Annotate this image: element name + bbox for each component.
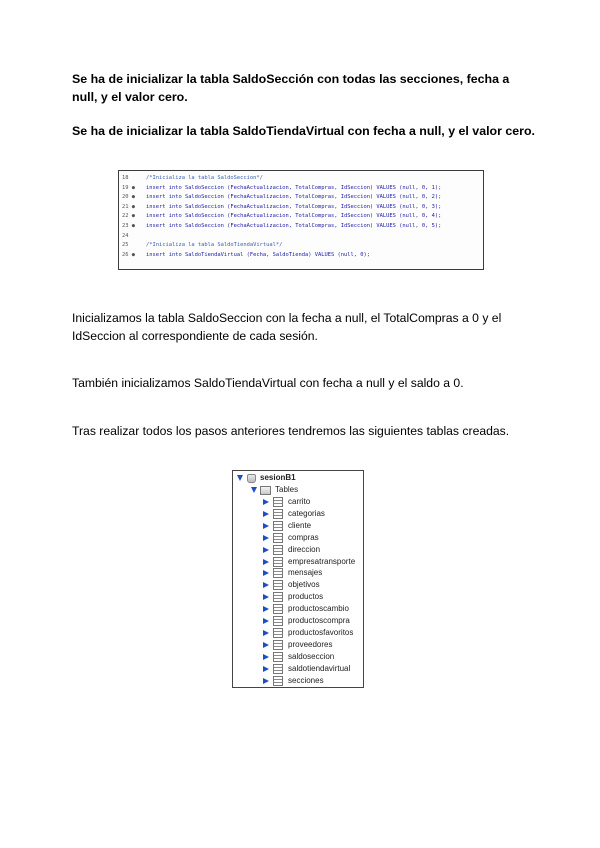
table-name: productos — [288, 592, 324, 602]
table-name: productoscompra — [288, 616, 350, 625]
table-name: cliente — [288, 520, 312, 530]
expand-arrow-icon[interactable] — [263, 642, 269, 648]
expand-arrow-icon[interactable] — [263, 559, 269, 565]
table-icon — [273, 568, 283, 578]
code-line-number: 23 ● — [122, 222, 135, 229]
code-line-number: 25 — [122, 242, 129, 249]
table-icon — [273, 628, 283, 638]
code-line-number: 21 ● — [122, 203, 135, 210]
table-icon — [273, 616, 283, 626]
code-line-number: 22 ● — [122, 213, 135, 220]
expand-arrow-icon[interactable] — [263, 511, 269, 517]
table-icon — [273, 509, 283, 519]
table-name: productosfavoritos — [288, 627, 354, 637]
table-icon — [273, 497, 283, 507]
tree-table-row[interactable] — [263, 544, 320, 556]
tree-table-row[interactable] — [263, 639, 332, 651]
code-line-text: /*Inicializa la tabla SaldoTiendaVirtual*/ — [146, 242, 283, 249]
table-icon — [273, 533, 283, 543]
table-name: productoscambio — [288, 604, 349, 614]
tree-tables-folder-row[interactable] — [251, 484, 298, 496]
expand-arrow-icon[interactable] — [263, 582, 269, 588]
code-line — [119, 212, 483, 222]
code-line-text: insert into SaldoSeccion (FechaActualizacion, TotalCompras, IdSeccion) VALUES (null, 0, 5); — [146, 222, 442, 229]
expand-arrow-icon[interactable] — [263, 523, 269, 529]
table-icon — [273, 676, 283, 686]
expand-arrow-icon[interactable] — [263, 499, 269, 505]
expand-arrow-icon[interactable] — [263, 547, 269, 553]
table-name: carrito — [288, 497, 311, 506]
table-icon — [273, 592, 283, 602]
code-line-text: insert into SaldoTiendaVirtual (Fecha, SaldoTienda) VALUES (null, 0); — [146, 251, 370, 258]
paragraph-init-saldoseccion: Inicializamos la tabla SaldoSeccion con la fecha a null, el TotalCompras a 0 y el IdSeccion al correspondiente de cada sesión. — [72, 311, 502, 343]
code-line — [119, 241, 483, 251]
schema-name: sesionB1 — [260, 473, 296, 482]
tables-folder-label: Tables — [275, 485, 299, 494]
tree-table-row[interactable] — [263, 508, 325, 520]
code-line — [119, 174, 483, 184]
tree-table-row[interactable] — [263, 532, 319, 544]
code-line-number: 20 ● — [122, 194, 135, 201]
code-line-text: insert into SaldoSeccion (FechaActualizacion, TotalCompras, IdSeccion) VALUES (null, 0, 1); — [146, 184, 442, 191]
expand-arrow-icon[interactable] — [263, 594, 269, 600]
expand-arrow-icon[interactable] — [263, 535, 269, 541]
code-line — [119, 222, 483, 232]
table-name: proveedores — [288, 639, 333, 649]
table-icon — [273, 557, 283, 567]
sql-code-screenshot — [118, 170, 484, 270]
tree-table-row[interactable] — [263, 627, 353, 639]
tree-table-row[interactable] — [263, 651, 334, 663]
tree-table-row[interactable] — [263, 520, 311, 532]
code-line — [119, 251, 483, 261]
tree-schema-row[interactable] — [237, 472, 296, 484]
heading-saldoseccion: Se ha de inicializar la tabla SaldoSección con todas las secciones, fecha a null, y el valor cero. — [72, 72, 510, 104]
tree-table-row[interactable] — [263, 663, 350, 675]
heading-saldotiendavirtual: Se ha de inicializar la tabla SaldoTiendaVirtual con fecha a null, y el valor cero. — [72, 124, 535, 138]
tree-table-row[interactable] — [263, 556, 355, 568]
code-line — [119, 184, 483, 194]
code-line-text: /*Inicializa la tabla SaldoSeccion*/ — [146, 175, 263, 181]
table-icon — [273, 664, 283, 674]
expand-arrow-icon[interactable] — [237, 475, 243, 481]
expand-arrow-icon[interactable] — [263, 654, 269, 660]
tree-table-row[interactable] — [263, 496, 310, 508]
expand-arrow-icon[interactable] — [263, 570, 269, 576]
table-name: secciones — [288, 675, 324, 685]
code-line-text: insert into SaldoSeccion (FechaActualizacion, TotalCompras, IdSeccion) VALUES (null, 0, 2); — [146, 194, 442, 201]
table-name: saldoseccion — [288, 651, 335, 661]
code-line — [119, 203, 483, 213]
expand-arrow-icon[interactable] — [263, 666, 269, 672]
tree-table-row[interactable] — [263, 591, 323, 603]
tree-table-row[interactable] — [263, 567, 322, 579]
code-line — [119, 193, 483, 203]
table-icon — [273, 521, 283, 531]
expand-arrow-icon[interactable] — [251, 487, 257, 493]
table-icon — [273, 580, 283, 590]
tree-table-row[interactable] — [263, 675, 324, 687]
tree-table-row[interactable] — [263, 579, 320, 591]
paragraph-init-saldotiendavirtual: También inicializamos SaldoTiendaVirtual con fecha a null y el saldo a 0. — [72, 376, 464, 390]
tree-table-row[interactable] — [263, 603, 349, 615]
database-icon — [247, 474, 256, 483]
tree-table-row[interactable] — [263, 615, 350, 627]
table-name: empresatransporte — [288, 556, 356, 566]
code-line-text: insert into SaldoSeccion (FechaActualizacion, TotalCompras, IdSeccion) VALUES (null, 0, 3); — [146, 203, 442, 210]
table-icon — [273, 604, 283, 614]
expand-arrow-icon[interactable] — [263, 618, 269, 624]
expand-arrow-icon[interactable] — [263, 606, 269, 612]
expand-arrow-icon[interactable] — [263, 630, 269, 636]
expand-arrow-icon[interactable] — [263, 678, 269, 684]
table-name: categorias — [288, 508, 325, 518]
code-line-number: 24 — [122, 232, 129, 239]
code-line-number: 18 — [122, 175, 129, 181]
table-icon — [273, 545, 283, 555]
table-name: objetivos — [288, 580, 320, 590]
tables-folder-icon — [260, 486, 271, 495]
table-name: direccion — [288, 544, 321, 554]
paragraph-tables-created: Tras realizar todos los pasos anteriores tendremos las siguientes tablas creadas. — [72, 424, 510, 438]
table-icon — [273, 640, 283, 650]
code-line-text: insert into SaldoSeccion (FechaActualizacion, TotalCompras, IdSeccion) VALUES (null, 0, 4); — [146, 213, 442, 220]
table-name: mensajes — [288, 568, 323, 578]
table-name: compras — [288, 532, 319, 542]
table-name: saldotiendavirtual — [288, 663, 351, 673]
code-line-number: 26 ● — [122, 251, 135, 258]
code-line — [119, 232, 483, 242]
schema-tree-screenshot — [232, 470, 364, 688]
table-icon — [273, 652, 283, 662]
code-line-number: 19 ● — [122, 184, 135, 191]
